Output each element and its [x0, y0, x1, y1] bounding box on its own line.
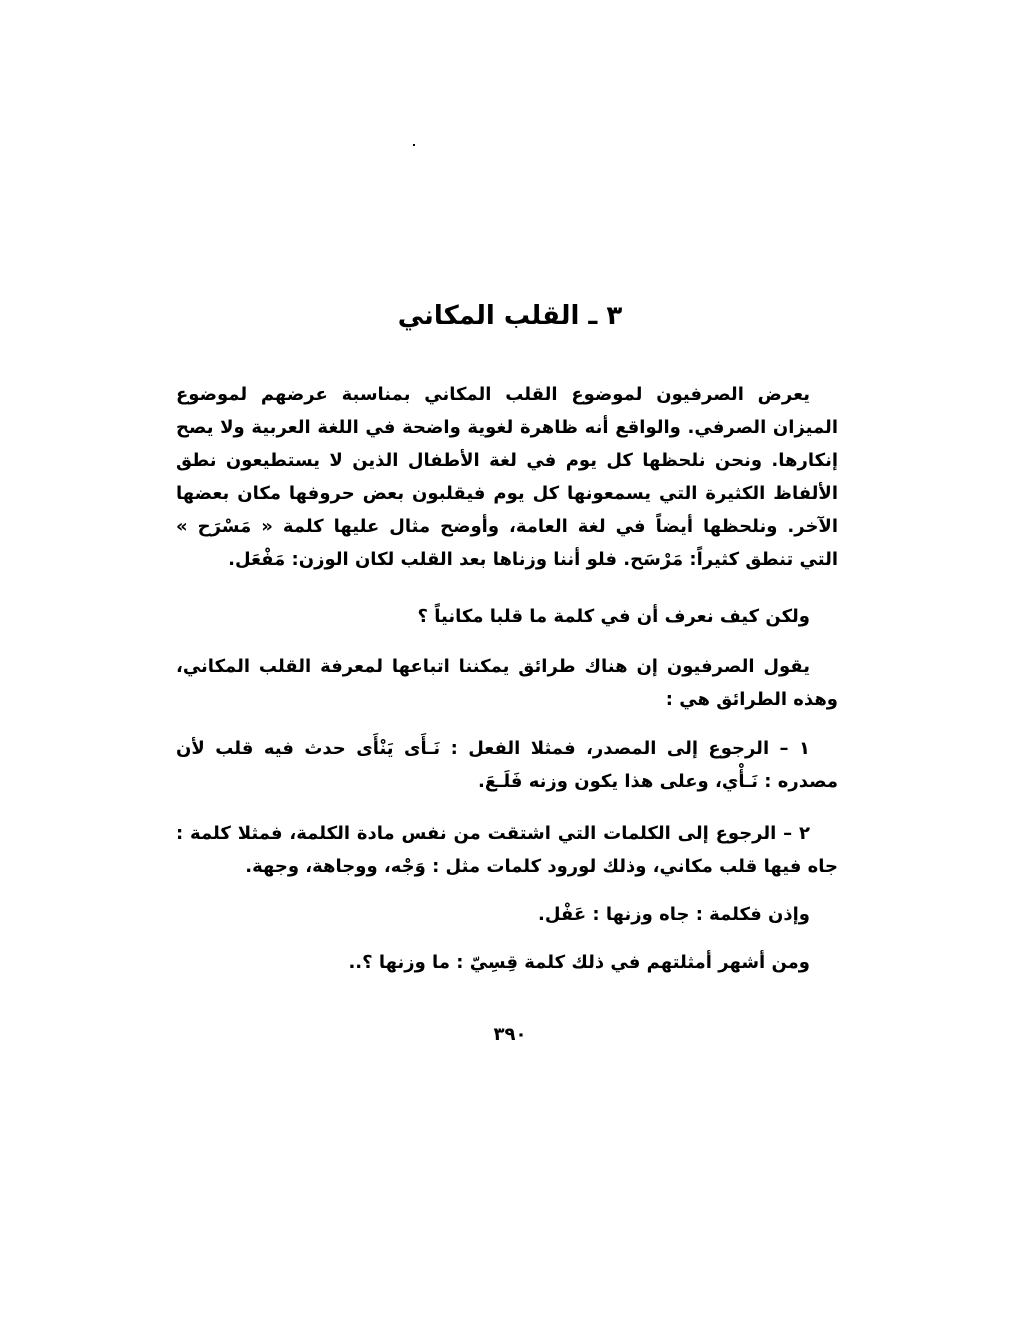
paragraph-text: ومن أشهر أمثلتهم في ذلك كلمة قِسِيّ : ما وزنها ؟..	[348, 952, 810, 973]
paragraph-method-1	[176, 732, 838, 798]
paragraph-text: ٢ – الرجوع إلى الكلمات التي اشتقت من نفس مادة الكلمة، فمثلا كلمة : جاه فيها قلب مكاني، وذلك لورود كلمات مثل : وَجْه، ووجاهة، وجهة.	[176, 823, 838, 877]
page-number: ٣٩٠	[493, 1024, 527, 1045]
paragraph-text: ١ – الرجوع إلى المصدر، فمثلا الفعل : نَـأَى يَنْأَى حدث فيه قلب لأن مصدره : نَـأْي، وعلى هذا يكون وزنه فَلَـعَ.	[176, 738, 838, 792]
paragraph-conclusion	[176, 898, 838, 931]
section-title: ٣ ـ القلب المكاني	[397, 301, 623, 331]
paragraph-text: يعرض الصرفيون لموضوع القلب المكاني بمناسبة عرضهم لموضوع الميزان الصرفي. والواقع أنه ظاهرة لغوية واضحة في اللغة العربية ولا يصح إنكارها. ونحن نلحظها كل يوم في لغة الأطفال الذين لا يستطيعون نطق الألفاظ الكثيرة التي يسمعونها كل يوم فيقلبون بعض حروفها مكان بعضها الآخر. ونلحظها أيضاً في لغة العامة، وأوضح مثال عليها كلمة « مَسْرَح » التي تنطق كثيراً: مَرْسَح. فلو أننا وزناها بعد القلب لكان الوزن: مَفْعَل.	[176, 384, 838, 570]
paragraph-method-2	[176, 817, 838, 883]
paragraph-methods-intro	[176, 650, 838, 716]
scan-speck	[413, 144, 415, 146]
paragraph-question	[176, 600, 838, 633]
paragraph-example	[176, 946, 838, 979]
paragraph-text: ولكن كيف نعرف أن في كلمة ما قلبا مكانياً ؟	[417, 606, 810, 627]
paragraph-intro	[176, 378, 838, 576]
paragraph-text: يقول الصرفيون إن هناك طرائق يمكننا اتباعها لمعرفة القلب المكاني، وهذه الطرائق هي :	[176, 656, 838, 710]
paragraph-text: وإذن فكلمة : جاه وزنها : عَفْل.	[537, 904, 810, 925]
